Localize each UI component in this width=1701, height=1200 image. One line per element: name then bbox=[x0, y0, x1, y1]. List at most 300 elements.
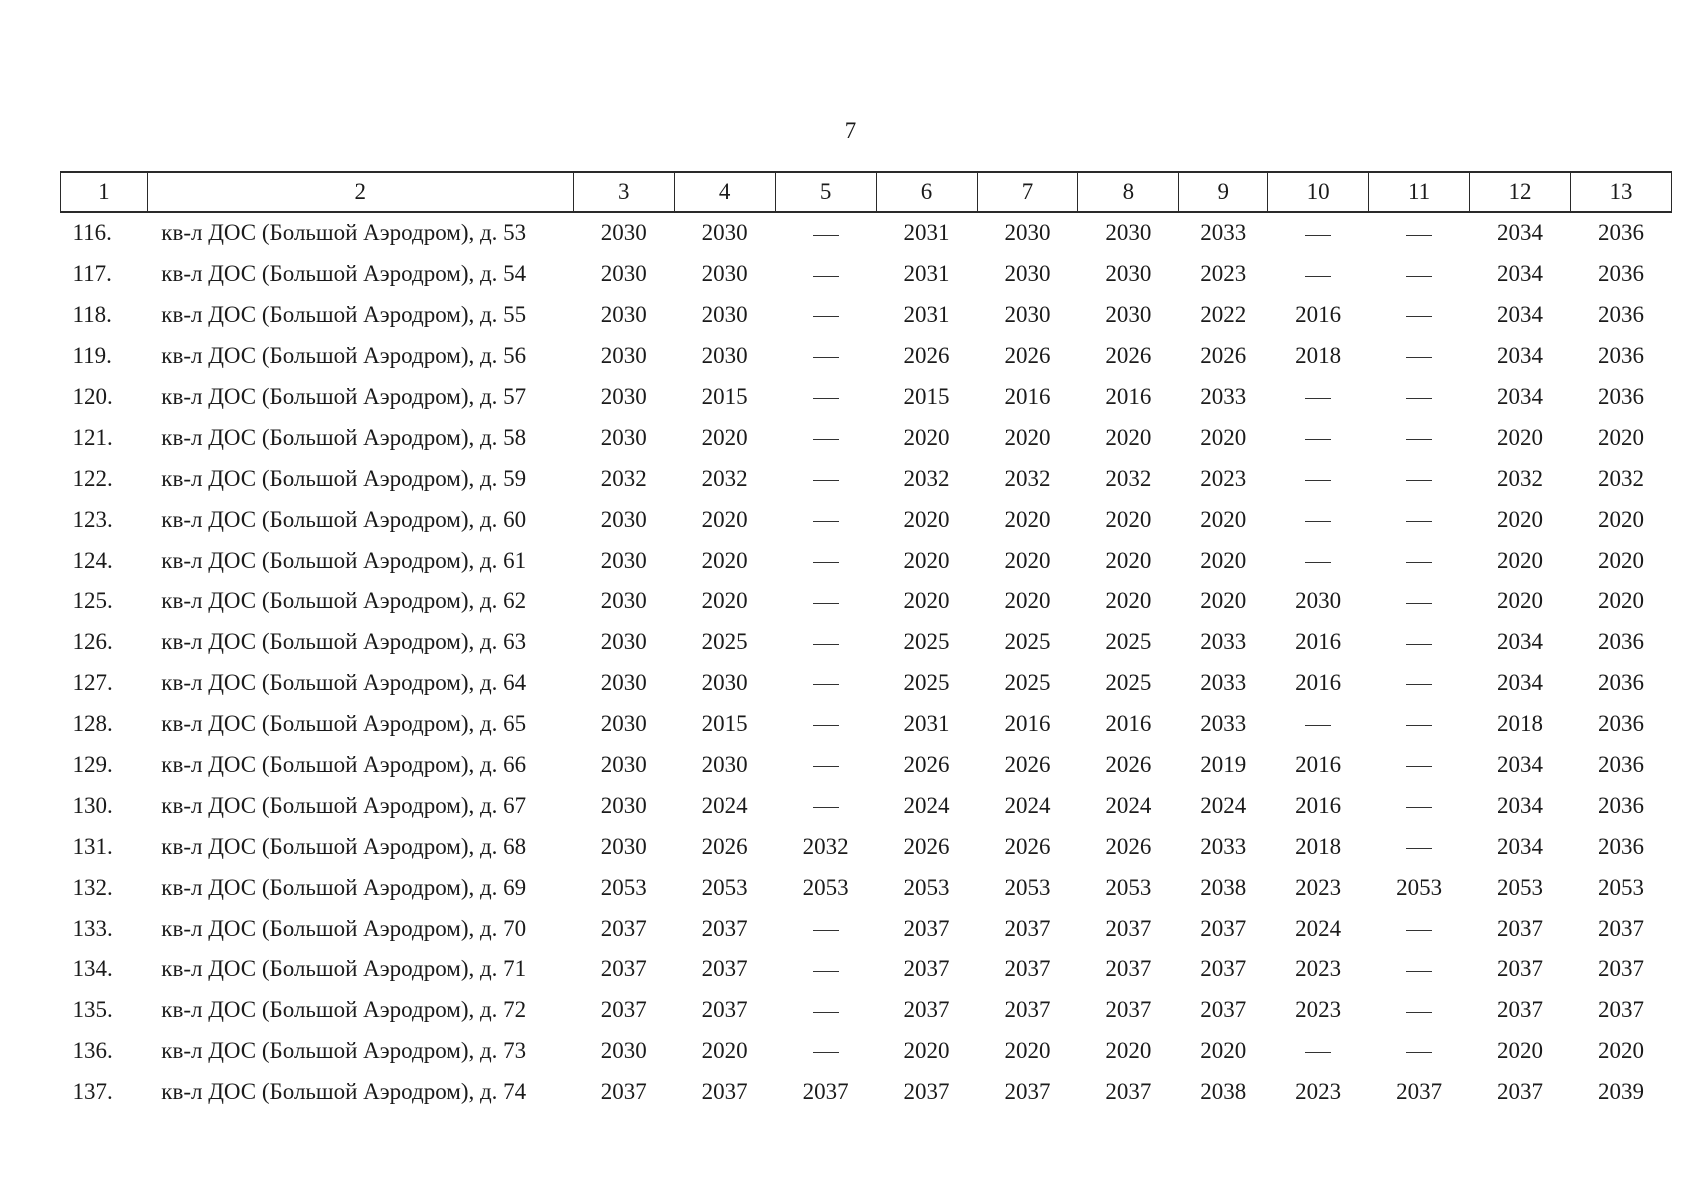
year-cell: 2036 bbox=[1598, 670, 1644, 696]
table-row bbox=[61, 826, 1672, 867]
year-cell: 2053 bbox=[1004, 874, 1051, 900]
dash-mark bbox=[813, 684, 839, 685]
address-cell: кв-л ДОС (Большой Аэродром), д. 62 bbox=[161, 588, 527, 614]
table-row bbox=[61, 540, 1672, 581]
year-cell: 2026 bbox=[1004, 833, 1051, 859]
year-cell: 2030 bbox=[600, 506, 647, 532]
dash-mark bbox=[1406, 930, 1432, 931]
year-cell: 2036 bbox=[1598, 752, 1644, 778]
table-body bbox=[61, 212, 1672, 1113]
address-cell: кв-л ДОС (Большой Аэродром), д. 72 bbox=[161, 997, 527, 1023]
year-cell: 2025 bbox=[1004, 670, 1051, 696]
year-cell: 2031 bbox=[903, 711, 950, 737]
dash-mark bbox=[1406, 766, 1432, 767]
year-cell: 2026 bbox=[903, 833, 950, 859]
year-cell: 2026 bbox=[1200, 343, 1247, 369]
year-cell: 2032 bbox=[701, 465, 748, 491]
dash-mark bbox=[813, 398, 839, 399]
year-cell: 2016 bbox=[1295, 302, 1342, 328]
empty-dash-cell bbox=[1369, 908, 1470, 949]
empty-dash-cell bbox=[1369, 295, 1470, 336]
column-header-4: 4 bbox=[674, 172, 775, 212]
dash-mark bbox=[1406, 439, 1432, 440]
year-cell: 2030 bbox=[600, 302, 647, 328]
year-cell: 2030 bbox=[600, 384, 647, 409]
year-cell: 2030 bbox=[600, 629, 647, 655]
year-cell: 2037 bbox=[1004, 956, 1051, 982]
year-cell: 2037 bbox=[1004, 1079, 1051, 1105]
empty-dash-cell bbox=[1369, 377, 1470, 418]
year-cell: 2020 bbox=[1004, 547, 1051, 573]
year-cell: 2020 bbox=[1200, 424, 1247, 450]
dash-mark bbox=[1406, 684, 1432, 685]
row-number: 135. bbox=[72, 997, 113, 1023]
dash-mark bbox=[813, 235, 839, 236]
row-number: 133. bbox=[72, 915, 113, 941]
table-row bbox=[61, 254, 1672, 295]
table-row bbox=[61, 1031, 1672, 1072]
dash-mark bbox=[813, 439, 839, 440]
dash-mark bbox=[813, 603, 839, 604]
dash-mark bbox=[1406, 1052, 1432, 1053]
year-cell: 2020 bbox=[903, 588, 950, 614]
year-cell: 2020 bbox=[1004, 424, 1051, 450]
year-cell: 2030 bbox=[600, 792, 647, 818]
empty-dash-cell bbox=[1268, 254, 1369, 295]
year-cell: 2020 bbox=[1497, 1038, 1544, 1064]
year-cell: 2020 bbox=[1598, 506, 1644, 532]
year-cell: 2031 bbox=[903, 220, 950, 246]
row-number: 132. bbox=[72, 874, 113, 900]
year-cell: 2020 bbox=[1004, 588, 1051, 614]
year-cell: 2036 bbox=[1598, 792, 1644, 818]
year-cell: 2032 bbox=[1598, 465, 1644, 491]
year-cell: 2016 bbox=[1105, 384, 1152, 409]
empty-dash-cell bbox=[1268, 417, 1369, 458]
year-cell: 2037 bbox=[1200, 915, 1247, 941]
dash-mark bbox=[1406, 725, 1432, 726]
address-cell: кв-л ДОС (Большой Аэродром), д. 53 bbox=[161, 220, 527, 246]
header-row bbox=[61, 172, 1672, 212]
year-cell: 2020 bbox=[701, 424, 748, 450]
year-cell: 2037 bbox=[1105, 956, 1152, 982]
dash-mark bbox=[813, 357, 839, 358]
year-cell: 2020 bbox=[701, 547, 748, 573]
year-cell: 2020 bbox=[1497, 506, 1544, 532]
dash-mark bbox=[1406, 644, 1432, 645]
dash-mark bbox=[813, 971, 839, 972]
year-cell: 2020 bbox=[1598, 547, 1644, 573]
dash-mark bbox=[1406, 480, 1432, 481]
year-cell: 2020 bbox=[1598, 424, 1644, 450]
year-cell: 2039 bbox=[1598, 1079, 1644, 1105]
year-cell: 2025 bbox=[1105, 670, 1152, 696]
year-cell: 2037 bbox=[1497, 915, 1544, 941]
year-cell: 2015 bbox=[701, 711, 748, 737]
year-cell: 2038 bbox=[1200, 1079, 1247, 1105]
year-cell: 2033 bbox=[1200, 711, 1247, 737]
empty-dash-cell bbox=[775, 540, 876, 581]
empty-dash-cell bbox=[1369, 581, 1470, 622]
year-cell: 2022 bbox=[1200, 302, 1247, 328]
year-cell: 2025 bbox=[701, 629, 748, 655]
address-cell: кв-л ДОС (Большой Аэродром), д. 57 bbox=[161, 384, 527, 409]
year-cell: 2020 bbox=[903, 1038, 950, 1064]
year-cell: 2020 bbox=[1200, 588, 1247, 614]
year-cell: 2037 bbox=[600, 915, 647, 941]
dash-mark bbox=[1305, 276, 1331, 277]
table-row bbox=[61, 417, 1672, 458]
column-header-2: 2 bbox=[147, 172, 573, 212]
table-row bbox=[61, 295, 1672, 336]
year-cell: 2037 bbox=[903, 915, 950, 941]
year-cell: 2037 bbox=[903, 997, 950, 1023]
year-cell: 2030 bbox=[701, 343, 748, 369]
year-cell: 2053 bbox=[1497, 874, 1544, 900]
empty-dash-cell bbox=[1369, 254, 1470, 295]
row-number: 120. bbox=[72, 384, 113, 409]
year-cell: 2037 bbox=[1497, 956, 1544, 982]
dash-mark bbox=[813, 276, 839, 277]
year-cell: 2016 bbox=[1004, 711, 1051, 737]
address-cell: кв-л ДОС (Большой Аэродром), д. 59 bbox=[161, 465, 527, 491]
dash-mark bbox=[813, 725, 839, 726]
empty-dash-cell bbox=[1268, 458, 1369, 499]
address-cell: кв-л ДОС (Большой Аэродром), д. 55 bbox=[161, 302, 527, 328]
year-cell: 2034 bbox=[1497, 384, 1544, 409]
year-cell: 2034 bbox=[1497, 792, 1544, 818]
address-cell: кв-л ДОС (Большой Аэродром), д. 64 bbox=[161, 670, 527, 696]
year-cell: 2020 bbox=[1497, 424, 1544, 450]
column-header-12: 12 bbox=[1470, 172, 1571, 212]
table-row bbox=[61, 336, 1672, 377]
year-cell: 2033 bbox=[1200, 833, 1247, 859]
row-number: 124. bbox=[72, 547, 113, 573]
address-cell: кв-л ДОС (Большой Аэродром), д. 69 bbox=[161, 874, 527, 900]
year-cell: 2036 bbox=[1598, 629, 1644, 655]
year-cell: 2020 bbox=[1105, 1038, 1152, 1064]
year-cell: 2036 bbox=[1598, 220, 1644, 246]
year-cell: 2032 bbox=[1004, 465, 1051, 491]
year-cell: 2030 bbox=[600, 752, 647, 778]
column-header-7: 7 bbox=[977, 172, 1078, 212]
data-table bbox=[60, 171, 1672, 1113]
row-number: 123. bbox=[72, 506, 113, 532]
dash-mark bbox=[1305, 235, 1331, 236]
year-cell: 2030 bbox=[600, 833, 647, 859]
year-cell: 2030 bbox=[600, 1038, 647, 1064]
column-header-9: 9 bbox=[1179, 172, 1268, 212]
year-cell: 2036 bbox=[1598, 261, 1644, 287]
year-cell: 2030 bbox=[1295, 588, 1342, 614]
year-cell: 2030 bbox=[701, 302, 748, 328]
empty-dash-cell bbox=[775, 908, 876, 949]
dash-mark bbox=[1305, 562, 1331, 563]
year-cell: 2037 bbox=[1497, 997, 1544, 1023]
year-cell: 2030 bbox=[600, 711, 647, 737]
dash-mark bbox=[1305, 1052, 1331, 1053]
table-row bbox=[61, 663, 1672, 704]
empty-dash-cell bbox=[1268, 499, 1369, 540]
year-cell: 2034 bbox=[1497, 220, 1544, 246]
table-row bbox=[61, 745, 1672, 786]
empty-dash-cell bbox=[1369, 826, 1470, 867]
year-cell: 2030 bbox=[1004, 261, 1051, 287]
year-cell: 2020 bbox=[701, 1038, 748, 1064]
year-cell: 2031 bbox=[903, 302, 950, 328]
year-cell: 2036 bbox=[1598, 711, 1644, 737]
year-cell: 2026 bbox=[903, 343, 950, 369]
year-cell: 2032 bbox=[600, 465, 647, 491]
empty-dash-cell bbox=[775, 990, 876, 1031]
empty-dash-cell bbox=[775, 336, 876, 377]
empty-dash-cell bbox=[1268, 704, 1369, 745]
year-cell: 2026 bbox=[903, 752, 950, 778]
row-number: 130. bbox=[72, 792, 113, 818]
year-cell: 2020 bbox=[1200, 506, 1247, 532]
address-cell: кв-л ДОС (Большой Аэродром), д. 66 bbox=[161, 752, 527, 778]
year-cell: 2030 bbox=[600, 670, 647, 696]
year-cell: 2020 bbox=[1004, 506, 1051, 532]
dash-mark bbox=[813, 1012, 839, 1013]
dash-mark bbox=[1406, 235, 1432, 236]
dash-mark bbox=[1406, 276, 1432, 277]
empty-dash-cell bbox=[775, 458, 876, 499]
address-cell: кв-л ДОС (Большой Аэродром), д. 58 bbox=[161, 424, 527, 450]
year-cell: 2037 bbox=[1200, 997, 1247, 1023]
year-cell: 2023 bbox=[1295, 1079, 1342, 1105]
year-cell: 2033 bbox=[1200, 670, 1247, 696]
year-cell: 2030 bbox=[1004, 220, 1051, 246]
address-cell: кв-л ДОС (Большой Аэродром), д. 65 bbox=[161, 711, 527, 737]
dash-mark bbox=[813, 521, 839, 522]
year-cell: 2026 bbox=[701, 833, 748, 859]
dash-mark bbox=[1406, 521, 1432, 522]
dash-mark bbox=[1305, 480, 1331, 481]
empty-dash-cell bbox=[775, 254, 876, 295]
year-cell: 2036 bbox=[1598, 833, 1644, 859]
year-cell: 2026 bbox=[1004, 343, 1051, 369]
year-cell: 2033 bbox=[1200, 220, 1247, 246]
dash-mark bbox=[1305, 725, 1331, 726]
empty-dash-cell bbox=[1369, 1031, 1470, 1072]
year-cell: 2031 bbox=[903, 261, 950, 287]
year-cell: 2025 bbox=[1004, 629, 1051, 655]
page-number: 7 bbox=[844, 118, 857, 143]
year-cell: 2020 bbox=[1105, 547, 1152, 573]
year-cell: 2032 bbox=[903, 465, 950, 491]
table-row bbox=[61, 867, 1672, 908]
empty-dash-cell bbox=[775, 295, 876, 336]
year-cell: 2034 bbox=[1497, 629, 1544, 655]
row-number: 117. bbox=[72, 261, 112, 287]
table-row bbox=[61, 458, 1672, 499]
year-cell: 2016 bbox=[1295, 752, 1342, 778]
year-cell: 2037 bbox=[903, 956, 950, 982]
year-cell: 2037 bbox=[1200, 956, 1247, 982]
table-row bbox=[61, 499, 1672, 540]
year-cell: 2033 bbox=[1200, 629, 1247, 655]
table-header bbox=[61, 172, 1672, 212]
address-cell: кв-л ДОС (Большой Аэродром), д. 74 bbox=[161, 1079, 527, 1105]
row-number: 119. bbox=[72, 343, 112, 369]
year-cell: 2053 bbox=[701, 874, 748, 900]
column-header-5: 5 bbox=[775, 172, 876, 212]
year-cell: 2030 bbox=[600, 424, 647, 450]
empty-dash-cell bbox=[1369, 499, 1470, 540]
dash-mark bbox=[813, 316, 839, 317]
empty-dash-cell bbox=[1369, 336, 1470, 377]
year-cell: 2020 bbox=[701, 588, 748, 614]
year-cell: 2024 bbox=[701, 792, 748, 818]
year-cell: 2030 bbox=[600, 588, 647, 614]
table-row bbox=[61, 377, 1672, 418]
year-cell: 2030 bbox=[1105, 220, 1152, 246]
address-cell: кв-л ДОС (Большой Аэродром), д. 73 bbox=[161, 1038, 527, 1064]
year-cell: 2026 bbox=[1105, 343, 1152, 369]
empty-dash-cell bbox=[775, 377, 876, 418]
year-cell: 2030 bbox=[600, 220, 647, 246]
year-cell: 2034 bbox=[1497, 343, 1544, 369]
year-cell: 2036 bbox=[1598, 343, 1644, 369]
year-cell: 2037 bbox=[903, 1079, 950, 1105]
dash-mark bbox=[1406, 316, 1432, 317]
dash-mark bbox=[813, 562, 839, 563]
year-cell: 2016 bbox=[1004, 384, 1051, 409]
empty-dash-cell bbox=[775, 417, 876, 458]
year-cell: 2030 bbox=[1105, 302, 1152, 328]
table-row bbox=[61, 908, 1672, 949]
year-cell: 2024 bbox=[1004, 792, 1051, 818]
year-cell: 2023 bbox=[1295, 874, 1342, 900]
dash-mark bbox=[813, 766, 839, 767]
empty-dash-cell bbox=[1369, 704, 1470, 745]
year-cell: 2020 bbox=[1200, 547, 1247, 573]
table-row bbox=[61, 704, 1672, 745]
year-cell: 2037 bbox=[1497, 1079, 1544, 1105]
empty-dash-cell bbox=[1369, 212, 1470, 254]
year-cell: 2025 bbox=[903, 670, 950, 696]
year-cell: 2016 bbox=[1295, 670, 1342, 696]
address-cell: кв-л ДОС (Большой Аэродром), д. 63 bbox=[161, 629, 527, 655]
year-cell: 2037 bbox=[600, 1079, 647, 1105]
column-header-10: 10 bbox=[1268, 172, 1369, 212]
year-cell: 2053 bbox=[600, 874, 647, 900]
empty-dash-cell bbox=[775, 949, 876, 990]
year-cell: 2030 bbox=[701, 670, 748, 696]
row-number: 118. bbox=[72, 302, 112, 328]
year-cell: 2034 bbox=[1497, 261, 1544, 287]
table-row bbox=[61, 581, 1672, 622]
empty-dash-cell bbox=[1369, 540, 1470, 581]
row-number: 137. bbox=[72, 1079, 113, 1105]
dash-mark bbox=[813, 1052, 839, 1053]
year-cell: 2033 bbox=[1200, 384, 1247, 409]
year-cell: 2030 bbox=[1004, 302, 1051, 328]
column-header-8: 8 bbox=[1078, 172, 1179, 212]
row-number: 125. bbox=[72, 588, 113, 614]
table-row bbox=[61, 622, 1672, 663]
year-cell: 2015 bbox=[903, 384, 950, 409]
year-cell: 2038 bbox=[1200, 874, 1247, 900]
year-cell: 2030 bbox=[1105, 261, 1152, 287]
year-cell: 2037 bbox=[1105, 1079, 1152, 1105]
year-cell: 2037 bbox=[1004, 997, 1051, 1023]
year-cell: 2016 bbox=[1295, 792, 1342, 818]
year-cell: 2053 bbox=[903, 874, 950, 900]
dash-mark bbox=[813, 480, 839, 481]
row-number: 127. bbox=[72, 670, 113, 696]
year-cell: 2023 bbox=[1200, 261, 1247, 287]
address-cell: кв-л ДОС (Большой Аэродром), д. 54 bbox=[161, 261, 527, 287]
empty-dash-cell bbox=[775, 581, 876, 622]
year-cell: 2034 bbox=[1497, 752, 1544, 778]
year-cell: 2020 bbox=[1105, 588, 1152, 614]
dash-mark bbox=[1406, 971, 1432, 972]
year-cell: 2018 bbox=[1497, 711, 1544, 737]
year-cell: 2030 bbox=[600, 547, 647, 573]
year-cell: 2053 bbox=[1396, 874, 1443, 900]
year-cell: 2016 bbox=[1105, 711, 1152, 737]
year-cell: 2024 bbox=[1105, 792, 1152, 818]
address-cell: кв-л ДОС (Большой Аэродром), д. 61 bbox=[161, 547, 527, 573]
table-row bbox=[61, 990, 1672, 1031]
year-cell: 2037 bbox=[1105, 997, 1152, 1023]
empty-dash-cell bbox=[1369, 622, 1470, 663]
year-cell: 2036 bbox=[1598, 384, 1644, 409]
empty-dash-cell bbox=[775, 1031, 876, 1072]
empty-dash-cell bbox=[775, 785, 876, 826]
year-cell: 2026 bbox=[1004, 752, 1051, 778]
row-number: 136. bbox=[72, 1038, 113, 1064]
dash-mark bbox=[813, 807, 839, 808]
empty-dash-cell bbox=[1268, 540, 1369, 581]
year-cell: 2036 bbox=[1598, 302, 1644, 328]
address-cell: кв-л ДОС (Большой Аэродром), д. 70 bbox=[161, 915, 527, 941]
year-cell: 2037 bbox=[1598, 956, 1644, 982]
empty-dash-cell bbox=[775, 622, 876, 663]
year-cell: 2018 bbox=[1295, 833, 1342, 859]
empty-dash-cell bbox=[1369, 949, 1470, 990]
address-cell: кв-л ДОС (Большой Аэродром), д. 60 bbox=[161, 506, 527, 532]
year-cell: 2037 bbox=[600, 997, 647, 1023]
year-cell: 2023 bbox=[1295, 997, 1342, 1023]
year-cell: 2020 bbox=[1200, 1038, 1247, 1064]
year-cell: 2037 bbox=[701, 997, 748, 1023]
year-cell: 2025 bbox=[1105, 629, 1152, 655]
year-cell: 2034 bbox=[1497, 833, 1544, 859]
year-cell: 2020 bbox=[1497, 588, 1544, 614]
year-cell: 2023 bbox=[1200, 465, 1247, 491]
year-cell: 2034 bbox=[1497, 670, 1544, 696]
year-cell: 2020 bbox=[701, 506, 748, 532]
year-cell: 2030 bbox=[701, 220, 748, 246]
dash-mark bbox=[1406, 357, 1432, 358]
year-cell: 2037 bbox=[1598, 915, 1644, 941]
row-number: 134. bbox=[72, 956, 113, 982]
row-number: 129. bbox=[72, 752, 113, 778]
year-cell: 2053 bbox=[802, 874, 849, 900]
year-cell: 2030 bbox=[600, 343, 647, 369]
year-cell: 2053 bbox=[1598, 874, 1644, 900]
empty-dash-cell bbox=[775, 745, 876, 786]
year-cell: 2037 bbox=[701, 956, 748, 982]
year-cell: 2024 bbox=[903, 792, 950, 818]
table-row bbox=[61, 949, 1672, 990]
year-cell: 2032 bbox=[1497, 465, 1544, 491]
empty-dash-cell bbox=[1369, 417, 1470, 458]
empty-dash-cell bbox=[775, 212, 876, 254]
